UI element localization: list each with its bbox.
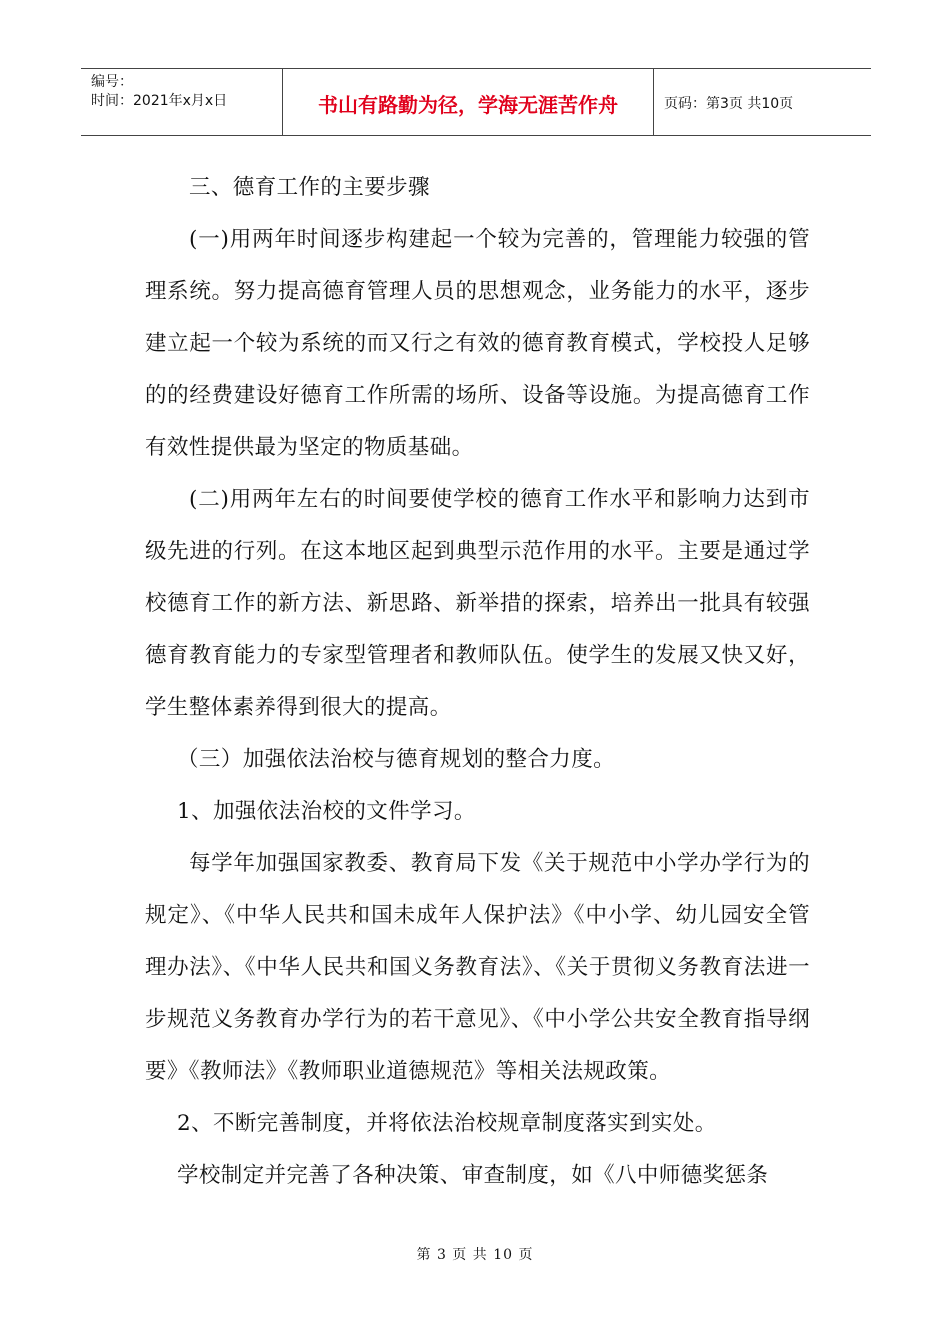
page-footer: 第 3 页 共 10 页	[416, 1247, 534, 1263]
body-paragraph: (一)用两年时间逐步构建起一个较为完善的，管理能力较强的管理系统。努力提高德育管理人员的思想观念，业务能力的水平，逐步建立起一个较为系统的而又行之有效的德育教育模式，学校投人足够的的经费建设好德育工作所需的场所、设备等设施。为提高德育工作有效性提供最为坚定的物质基础。	[145, 227, 810, 460]
list-item-heading: 1、加强依法治校的文件学习。	[177, 799, 476, 824]
body-paragraph: 学校制定并完善了各种决策、审查制度，如《八中师德奖惩条	[177, 1163, 769, 1188]
list-item-heading: 2、不断完善制度，并将依法治校规章制度落实到实处。	[177, 1111, 717, 1136]
subsection-heading: （三）加强依法治校与德育规划的整合力度。	[177, 747, 616, 772]
header-table	[81, 68, 871, 136]
document-date-label: 时间：2021年x月x日	[91, 93, 228, 109]
header-motto: 书山有路勤为径，学海无涯苦作舟	[283, 69, 654, 135]
header-page-info: 页码：第3页 共10页	[664, 96, 794, 112]
document-number-label: 编号：	[91, 74, 133, 90]
section-heading: 三、德育工作的主要步骤	[189, 175, 430, 200]
body-paragraph: 每学年加强国家教委、教育局下发《关于规范中小学办学行为的规定》、《中华人民共和国未成年人保护法》《中小学、幼儿园安全管理办法》、《中华人民共和国义务教育法》、《关于贯彻义务教育法进一步规范义务教育办学行为的若干意见》、《中小学公共安全教育指导纲要》《教师法》《教师职业道德规范》等相关法规政策。	[145, 851, 810, 1084]
header-meta-cell	[81, 69, 283, 135]
document-body	[145, 162, 810, 1202]
body-paragraph: (二)用两年左右的时间要使学校的德育工作水平和影响力达到市级先进的行列。在这本地区起到典型示范作用的水平。主要是通过学校德育工作的新方法、新思路、新举措的探索，培养出一批具有较强德育教育能力的专家型管理者和教师队伍。使学生的发展又快又好，学生整体素养得到很大的提高。	[145, 487, 810, 720]
